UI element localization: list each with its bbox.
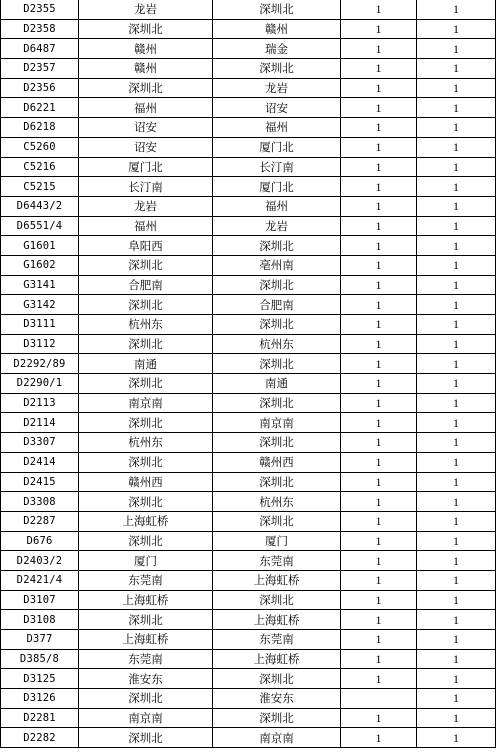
train-number-cell: D6221 [1, 98, 79, 118]
origin-station-cell: 厦门北 [79, 157, 213, 177]
train-number-cell: D2114 [1, 413, 79, 433]
origin-station-cell: 赣州西 [79, 472, 213, 492]
count-b-cell: 1 [417, 590, 496, 610]
train-number-cell: D2290/1 [1, 374, 79, 394]
table-row [1, 275, 496, 295]
count-b-cell: 1 [417, 275, 496, 295]
count-b-cell: 1 [417, 59, 496, 79]
count-a-cell: 1 [341, 393, 417, 413]
destination-station-cell: 赣州西 [213, 452, 341, 472]
table-row [1, 452, 496, 472]
origin-station-cell: 合肥南 [79, 275, 213, 295]
table-row [1, 374, 496, 394]
table-row [1, 334, 496, 354]
destination-station-cell: 赣州 [213, 19, 341, 39]
train-number-cell: G3141 [1, 275, 79, 295]
table-row [1, 393, 496, 413]
table-row [1, 669, 496, 689]
table-row [1, 354, 496, 374]
origin-station-cell: 深圳北 [79, 295, 213, 315]
destination-station-cell: 龙岩 [213, 216, 341, 236]
count-b-cell: 1 [417, 315, 496, 335]
table-row [1, 728, 496, 748]
destination-station-cell: 厦门北 [213, 177, 341, 197]
count-a-cell: 1 [341, 295, 417, 315]
count-b-cell: 1 [417, 531, 496, 551]
table-row [1, 236, 496, 256]
train-number-cell: D6218 [1, 118, 79, 138]
count-b-cell: 1 [417, 433, 496, 453]
table-row [1, 137, 496, 157]
origin-station-cell: 赣州 [79, 59, 213, 79]
count-a-cell: 1 [341, 570, 417, 590]
table-row [1, 433, 496, 453]
count-b-cell: 1 [417, 0, 496, 19]
count-a-cell: 1 [341, 354, 417, 374]
train-number-cell: G1602 [1, 255, 79, 275]
count-a-cell: 1 [341, 59, 417, 79]
origin-station-cell: 深圳北 [79, 78, 213, 98]
train-number-cell: C5260 [1, 137, 79, 157]
count-a-cell: 1 [341, 630, 417, 650]
table-row [1, 0, 496, 19]
destination-station-cell: 深圳北 [213, 275, 341, 295]
train-number-cell: C5216 [1, 157, 79, 177]
origin-station-cell: 深圳北 [79, 374, 213, 394]
origin-station-cell: 东莞南 [79, 570, 213, 590]
train-number-cell: G3142 [1, 295, 79, 315]
count-b-cell: 1 [417, 295, 496, 315]
train-number-cell: D3108 [1, 610, 79, 630]
train-number-cell: D2356 [1, 78, 79, 98]
count-b-cell: 1 [417, 630, 496, 650]
table-row [1, 472, 496, 492]
destination-station-cell: 深圳北 [213, 590, 341, 610]
origin-station-cell: 诏安 [79, 118, 213, 138]
count-a-cell: 1 [341, 334, 417, 354]
train-number-cell: D2357 [1, 59, 79, 79]
train-number-cell: D2403/2 [1, 551, 79, 571]
origin-station-cell: 上海虹桥 [79, 630, 213, 650]
count-a-cell: 1 [341, 728, 417, 748]
count-a-cell: 1 [341, 78, 417, 98]
origin-station-cell: 深圳北 [79, 255, 213, 275]
table-row [1, 177, 496, 197]
count-b-cell: 1 [417, 334, 496, 354]
destination-station-cell: 亳州南 [213, 255, 341, 275]
count-b-cell: 1 [417, 78, 496, 98]
origin-station-cell: 深圳北 [79, 19, 213, 39]
origin-station-cell: 东莞南 [79, 649, 213, 669]
table-row [1, 413, 496, 433]
train-number-cell: D3126 [1, 689, 79, 709]
destination-station-cell: 淮安东 [213, 689, 341, 709]
destination-station-cell: 南京南 [213, 728, 341, 748]
count-b-cell: 1 [417, 393, 496, 413]
origin-station-cell: 长汀南 [79, 177, 213, 197]
table-row [1, 78, 496, 98]
train-number-cell: D2355 [1, 0, 79, 19]
origin-station-cell: 深圳北 [79, 492, 213, 512]
count-a-cell: 1 [341, 19, 417, 39]
train-number-cell: G1601 [1, 236, 79, 256]
table-row [1, 118, 496, 138]
destination-station-cell: 东莞南 [213, 630, 341, 650]
origin-station-cell: 南通 [79, 354, 213, 374]
count-b-cell: 1 [417, 137, 496, 157]
count-a-cell: 1 [341, 708, 417, 728]
destination-station-cell: 深圳北 [213, 708, 341, 728]
train-number-cell: D3308 [1, 492, 79, 512]
train-number-cell: D2282 [1, 728, 79, 748]
train-number-cell: D2281 [1, 708, 79, 728]
count-a-cell: 1 [341, 413, 417, 433]
destination-station-cell: 上海虹桥 [213, 610, 341, 630]
count-b-cell: 1 [417, 354, 496, 374]
count-b-cell: 1 [417, 669, 496, 689]
count-a-cell [341, 689, 417, 709]
count-a-cell: 1 [341, 275, 417, 295]
destination-station-cell: 厦门 [213, 531, 341, 551]
destination-station-cell: 深圳北 [213, 0, 341, 19]
destination-station-cell: 福州 [213, 118, 341, 138]
count-b-cell: 1 [417, 177, 496, 197]
count-a-cell: 1 [341, 236, 417, 256]
origin-station-cell: 阜阳西 [79, 236, 213, 256]
count-b-cell: 1 [417, 374, 496, 394]
destination-station-cell: 上海虹桥 [213, 649, 341, 669]
origin-station-cell: 南京南 [79, 393, 213, 413]
train-number-cell: D385/8 [1, 649, 79, 669]
count-b-cell: 1 [417, 236, 496, 256]
destination-station-cell: 南京南 [213, 413, 341, 433]
destination-station-cell: 深圳北 [213, 433, 341, 453]
origin-station-cell: 南京南 [79, 708, 213, 728]
destination-station-cell: 诏安 [213, 98, 341, 118]
train-number-cell: D2415 [1, 472, 79, 492]
count-b-cell: 1 [417, 255, 496, 275]
table-row [1, 551, 496, 571]
count-a-cell: 1 [341, 511, 417, 531]
count-b-cell: 1 [417, 19, 496, 39]
count-a-cell: 1 [341, 255, 417, 275]
destination-station-cell: 杭州东 [213, 492, 341, 512]
destination-station-cell: 深圳北 [213, 511, 341, 531]
table-row [1, 590, 496, 610]
origin-station-cell: 深圳北 [79, 413, 213, 433]
origin-station-cell: 深圳北 [79, 334, 213, 354]
train-number-cell: D3125 [1, 669, 79, 689]
table-row [1, 39, 496, 59]
count-b-cell: 1 [417, 492, 496, 512]
origin-station-cell: 诏安 [79, 137, 213, 157]
destination-station-cell: 龙岩 [213, 78, 341, 98]
train-number-cell: D3112 [1, 334, 79, 354]
origin-station-cell: 福州 [79, 216, 213, 236]
origin-station-cell: 深圳北 [79, 452, 213, 472]
count-b-cell: 1 [417, 39, 496, 59]
count-b-cell: 1 [417, 98, 496, 118]
count-a-cell: 1 [341, 433, 417, 453]
table-row [1, 98, 496, 118]
count-b-cell: 1 [417, 216, 496, 236]
count-b-cell: 1 [417, 472, 496, 492]
count-a-cell: 1 [341, 177, 417, 197]
count-a-cell: 1 [341, 315, 417, 335]
count-a-cell: 1 [341, 196, 417, 216]
table-row [1, 19, 496, 39]
table-row [1, 630, 496, 650]
destination-station-cell: 厦门北 [213, 137, 341, 157]
origin-station-cell: 福州 [79, 98, 213, 118]
origin-station-cell: 深圳北 [79, 610, 213, 630]
table-row [1, 689, 496, 709]
destination-station-cell: 深圳北 [213, 669, 341, 689]
train-number-cell: C5215 [1, 177, 79, 197]
origin-station-cell: 杭州东 [79, 315, 213, 335]
count-b-cell: 1 [417, 413, 496, 433]
count-a-cell: 1 [341, 452, 417, 472]
table-row [1, 59, 496, 79]
count-b-cell: 1 [417, 610, 496, 630]
origin-station-cell: 龙岩 [79, 196, 213, 216]
count-a-cell: 1 [341, 492, 417, 512]
count-a-cell: 1 [341, 472, 417, 492]
count-b-cell: 1 [417, 157, 496, 177]
table-row [1, 511, 496, 531]
table-row [1, 157, 496, 177]
train-number-cell: D2421/4 [1, 570, 79, 590]
destination-station-cell: 长汀南 [213, 157, 341, 177]
count-a-cell: 1 [341, 98, 417, 118]
count-b-cell: 1 [417, 570, 496, 590]
count-a-cell: 1 [341, 531, 417, 551]
train-number-cell: D3307 [1, 433, 79, 453]
count-b-cell: 1 [417, 118, 496, 138]
count-a-cell: 1 [341, 216, 417, 236]
origin-station-cell: 深圳北 [79, 728, 213, 748]
table-row [1, 255, 496, 275]
train-number-cell: D2287 [1, 511, 79, 531]
destination-station-cell: 福州 [213, 196, 341, 216]
count-b-cell: 1 [417, 728, 496, 748]
train-number-cell: D2113 [1, 393, 79, 413]
origin-station-cell: 深圳北 [79, 689, 213, 709]
count-b-cell: 1 [417, 649, 496, 669]
train-number-cell: D2358 [1, 19, 79, 39]
origin-station-cell: 上海虹桥 [79, 511, 213, 531]
destination-station-cell: 合肥南 [213, 295, 341, 315]
table-row [1, 315, 496, 335]
count-b-cell: 1 [417, 708, 496, 728]
origin-station-cell: 淮安东 [79, 669, 213, 689]
table-row [1, 649, 496, 669]
origin-station-cell: 上海虹桥 [79, 590, 213, 610]
destination-station-cell: 杭州东 [213, 334, 341, 354]
train-number-cell: D6443/2 [1, 196, 79, 216]
table-row [1, 610, 496, 630]
destination-station-cell: 深圳北 [213, 315, 341, 335]
count-a-cell: 1 [341, 39, 417, 59]
count-a-cell: 1 [341, 669, 417, 689]
table-row [1, 196, 496, 216]
train-number-cell: D6487 [1, 39, 79, 59]
table-row [1, 531, 496, 551]
origin-station-cell: 深圳北 [79, 531, 213, 551]
train-number-cell: D3107 [1, 590, 79, 610]
count-a-cell: 1 [341, 157, 417, 177]
table-row [1, 570, 496, 590]
count-b-cell: 1 [417, 511, 496, 531]
count-a-cell: 1 [341, 590, 417, 610]
origin-station-cell: 杭州东 [79, 433, 213, 453]
train-number-cell: D377 [1, 630, 79, 650]
table-row [1, 216, 496, 236]
origin-station-cell: 赣州 [79, 39, 213, 59]
destination-station-cell: 深圳北 [213, 393, 341, 413]
count-a-cell: 1 [341, 0, 417, 19]
origin-station-cell: 厦门 [79, 551, 213, 571]
train-number-cell: D676 [1, 531, 79, 551]
table-row [1, 492, 496, 512]
train-number-cell: D6551/4 [1, 216, 79, 236]
destination-station-cell: 深圳北 [213, 472, 341, 492]
destination-station-cell: 上海虹桥 [213, 570, 341, 590]
train-number-cell: D3111 [1, 315, 79, 335]
count-a-cell: 1 [341, 137, 417, 157]
count-b-cell: 1 [417, 196, 496, 216]
train-number-cell: D2292/89 [1, 354, 79, 374]
destination-station-cell: 东莞南 [213, 551, 341, 571]
count-b-cell: 1 [417, 452, 496, 472]
table-row [1, 708, 496, 728]
count-a-cell: 1 [341, 551, 417, 571]
destination-station-cell: 深圳北 [213, 59, 341, 79]
count-b-cell: 1 [417, 551, 496, 571]
origin-station-cell: 龙岩 [79, 0, 213, 19]
table-body [1, 0, 496, 748]
train-number-cell: D2414 [1, 452, 79, 472]
table-row [1, 295, 496, 315]
destination-station-cell: 深圳北 [213, 354, 341, 374]
count-a-cell: 1 [341, 610, 417, 630]
count-a-cell: 1 [341, 118, 417, 138]
destination-station-cell: 南通 [213, 374, 341, 394]
count-a-cell: 1 [341, 374, 417, 394]
destination-station-cell: 瑞金 [213, 39, 341, 59]
destination-station-cell: 深圳北 [213, 236, 341, 256]
count-a-cell: 1 [341, 649, 417, 669]
count-b-cell: 1 [417, 689, 496, 709]
